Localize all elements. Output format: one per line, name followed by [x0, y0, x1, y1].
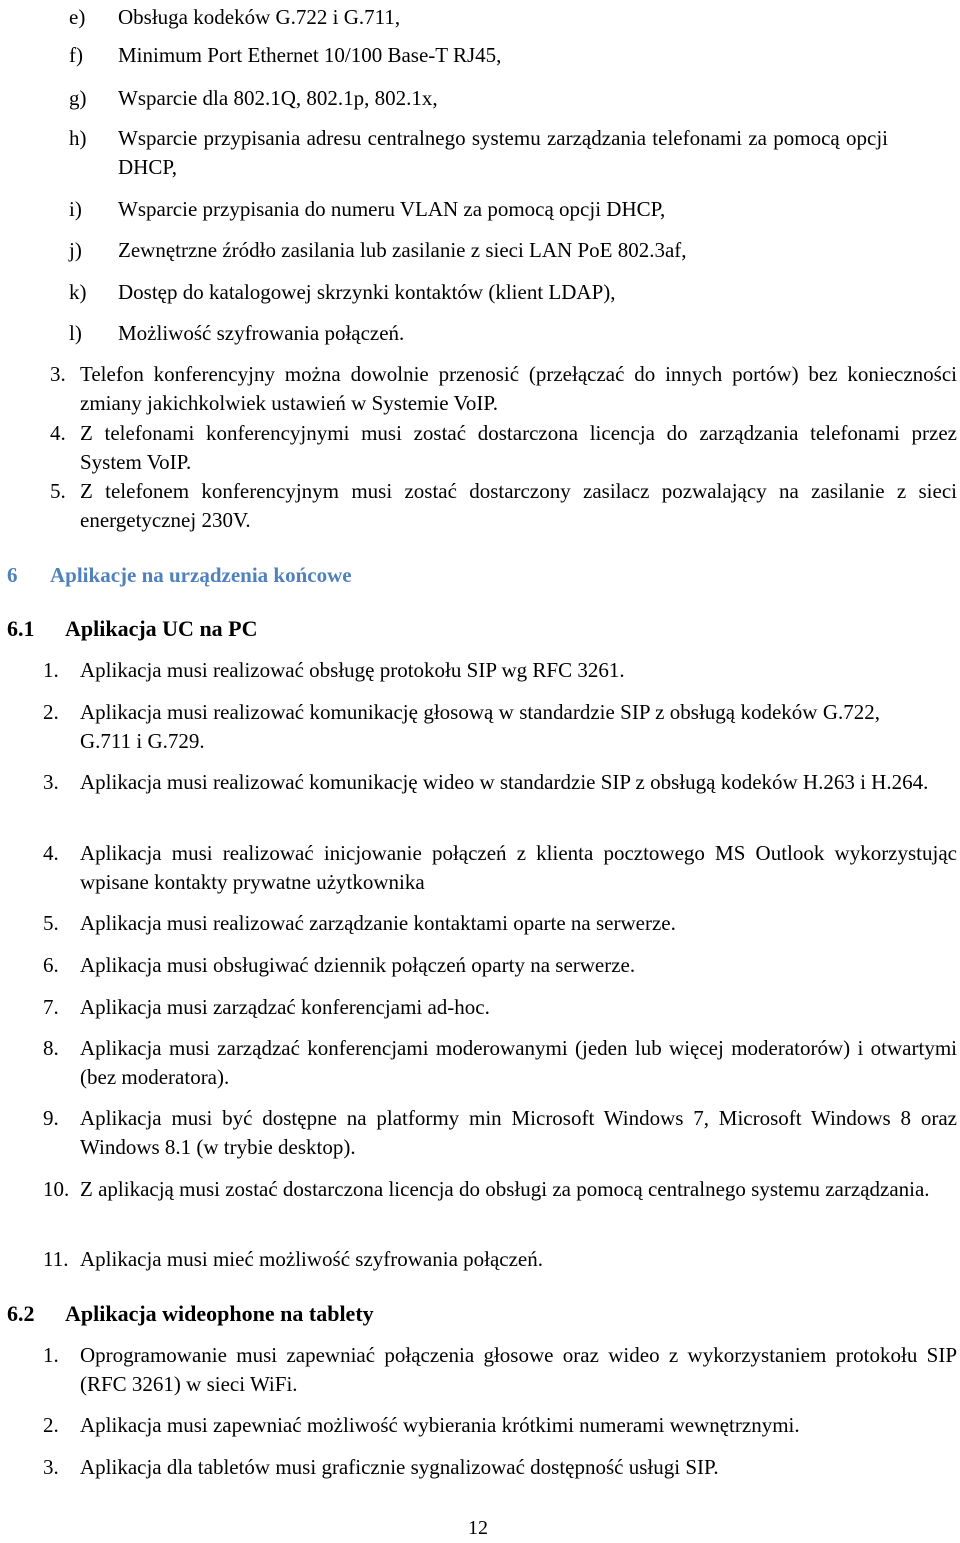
section-number: 6.1: [7, 616, 35, 641]
list-item-label: 9.: [43, 1106, 59, 1130]
list-item-text: Aplikacja musi zapewniać możliwość wybierania krótkimi numerami wewnętrznymi.: [80, 1413, 800, 1437]
list-item-text: Aplikacja musi realizować komunikację głosową w standardzie SIP z obsługą kodeków G.722, G.711 i G.729.: [80, 700, 880, 753]
page-number: 12: [468, 1517, 488, 1539]
list-item-label: 1.: [43, 658, 59, 682]
list-item-text: Aplikacja musi realizować zarządzanie kontaktami oparte na serwerze.: [80, 911, 676, 935]
list-item-text: Z telefonami konferencyjnymi musi zostać dostarczona licencja do zarządzania telefonami przez System VoIP.: [80, 421, 957, 474]
list-item-label: 3.: [43, 1455, 59, 1479]
list-item-label: e): [69, 5, 86, 29]
list-item-text: Minimum Port Ethernet 10/100 Base-T RJ45,: [118, 43, 502, 67]
list-item-label: l): [69, 321, 82, 345]
list-item-text: Telefon konferencyjny można dowolnie przenosić (przełączać do innych portów) bez konieczności zmiany jakichkolwiek ustawień w Systemie VoIP.: [80, 362, 957, 415]
section-number: 6.2: [7, 1301, 35, 1326]
list-item-text: Dostęp do katalogowej skrzynki kontaktów (klient LDAP),: [118, 280, 616, 304]
list-item-label: 11.: [43, 1247, 69, 1271]
list-item-label: g): [69, 86, 87, 110]
list-item-text: Aplikacja musi zarządzać konferencjami moderowanymi (jeden lub więcej moderatorów) i otwartymi (bez moderatora).: [80, 1036, 957, 1089]
list-item-label: 5.: [43, 911, 59, 935]
section-title: Aplikacja UC na PC: [65, 616, 258, 641]
section-number: 6: [7, 563, 18, 587]
list-item-text: Obsługa kodeków G.722 i G.711,: [118, 5, 401, 29]
list-item-text: Aplikacja musi być dostępne na platformy min Microsoft Windows 7, Microsoft Windows 8 oraz Windows 8.1 (w trybie desktop).: [80, 1106, 957, 1159]
list-item-label: 5.: [50, 479, 66, 503]
list-item-text: Aplikacja dla tabletów musi graficznie sygnalizować dostępność usługi SIP.: [80, 1455, 719, 1479]
list-item-label: 6.: [43, 953, 59, 977]
list-item-text: Aplikacja musi obsługiwać dziennik połączeń oparty na serwerze.: [80, 953, 636, 977]
list-item-text: Aplikacja musi realizować komunikację wideo w standardzie SIP z obsługą kodeków H.263 i H.264.: [80, 770, 929, 794]
list-item-label: 10.: [43, 1177, 70, 1201]
list-item-label: 1.: [43, 1343, 59, 1367]
list-item-text: Aplikacja musi realizować obsługę protokołu SIP wg RFC 3261.: [80, 658, 625, 682]
list-item-text: Aplikacja musi mieć możliwość szyfrowania połączeń.: [80, 1247, 544, 1271]
list-item-label: 7.: [43, 995, 59, 1019]
list-item-label: 3.: [43, 770, 59, 794]
list-item-text: Aplikacja musi zarządzać konferencjami ad-hoc.: [80, 995, 490, 1019]
list-item-text: Z aplikacją musi zostać dostarczona licencja do obsługi za pomocą centralnego systemu zarządzania.: [80, 1177, 930, 1201]
list-item-label: i): [69, 197, 82, 221]
list-item-text: Zewnętrzne źródło zasilania lub zasilanie z sieci LAN PoE 802.3af,: [118, 238, 687, 262]
section-title: Aplikacje na urządzenia końcowe: [50, 563, 352, 587]
section-title: Aplikacja wideophone na tablety: [65, 1301, 374, 1326]
list-item-label: 2.: [43, 700, 59, 724]
list-item-text: Wsparcie dla 802.1Q, 802.1p, 802.1x,: [118, 86, 438, 110]
list-item-label: 4.: [50, 421, 66, 445]
list-item-text: Wsparcie przypisania do numeru VLAN za pomocą opcji DHCP,: [118, 197, 666, 221]
list-item-text: Oprogramowanie musi zapewniać połączenia głosowe oraz wideo z wykorzystaniem protokołu SIP (RFC 3261) w sieci WiFi.: [80, 1343, 957, 1396]
list-item-label: j): [69, 238, 82, 262]
list-item-text: Aplikacja musi realizować inicjowanie połączeń z klienta pocztowego MS Outlook wykorzystując wpisane kontakty prywatne użytkownika: [80, 841, 957, 894]
list-item-text: Możliwość szyfrowania połączeń.: [118, 321, 405, 345]
list-item-label: 8.: [43, 1036, 59, 1060]
list-item-label: 3.: [50, 362, 66, 386]
list-item-label: 2.: [43, 1413, 59, 1437]
list-item-label: h): [69, 126, 87, 150]
list-item-label: f): [69, 43, 83, 67]
list-item-text: Z telefonem konferencyjnym musi zostać dostarczony zasilacz pozwalający na zasilanie z sieci energetycznej 230V.: [80, 479, 957, 532]
list-item-text: Wsparcie przypisania adresu centralnego systemu zarządzania telefonami za pomocą opcji DHCP,: [118, 126, 888, 179]
list-item-label: k): [69, 280, 87, 304]
list-item-label: 4.: [43, 841, 59, 865]
